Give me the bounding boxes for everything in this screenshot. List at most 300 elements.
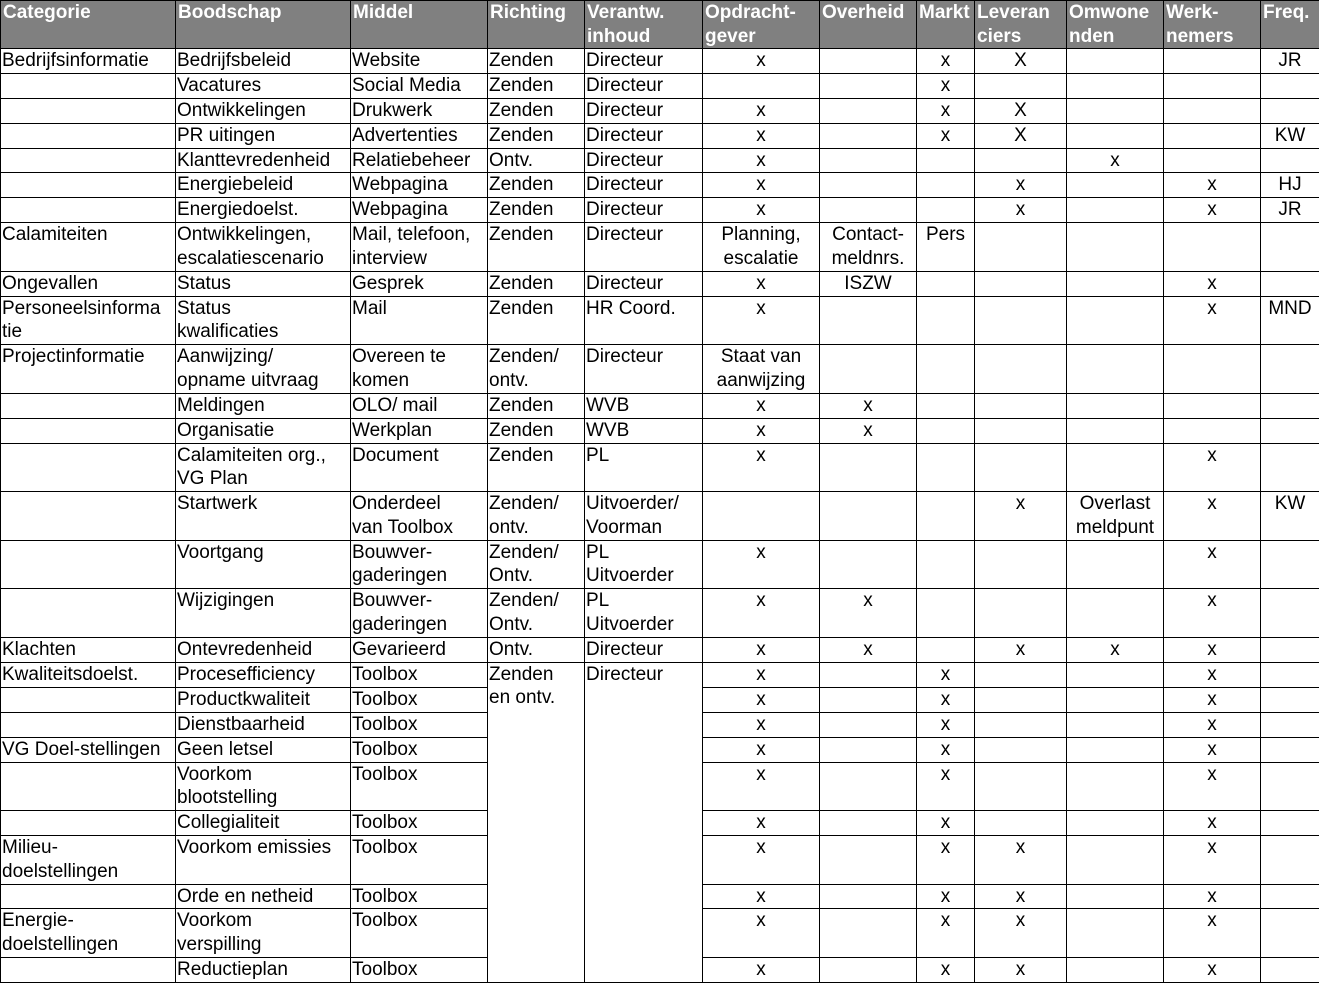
cell-mkt: x xyxy=(917,98,975,123)
cell-omw: Overlast meldpunt xyxy=(1067,492,1164,541)
cell-opd: x xyxy=(703,958,820,983)
cell-wrk: x xyxy=(1164,443,1261,492)
cell-bood: Vacatures xyxy=(176,73,351,98)
cell-mkt: x xyxy=(917,687,975,712)
cell-cat: Calamiteiten xyxy=(1,223,176,272)
cell-mkt: x xyxy=(917,123,975,148)
table-row xyxy=(1,296,1319,345)
cell-omw xyxy=(1067,909,1164,958)
cell-ovh xyxy=(820,737,917,762)
cell-mkt xyxy=(917,296,975,345)
cell-wrk xyxy=(1164,98,1261,123)
cell-lev xyxy=(975,737,1067,762)
cell-ver: Directeur xyxy=(585,49,703,74)
table-row xyxy=(1,638,1319,663)
cell-lev xyxy=(975,418,1067,443)
cell-opd: Staat van aanwijzing xyxy=(703,345,820,394)
header-row xyxy=(1,1,1319,49)
cell-rich: Ontv. xyxy=(488,638,585,663)
cell-lev xyxy=(975,762,1067,811)
cell-mkt: x xyxy=(917,737,975,762)
cell-mkt: x xyxy=(917,712,975,737)
cell-lev xyxy=(975,271,1067,296)
cell-frq xyxy=(1261,712,1319,737)
cell-lev: x xyxy=(975,638,1067,663)
cell-ovh xyxy=(820,540,917,589)
table-row xyxy=(1,345,1319,394)
cell-omw xyxy=(1067,589,1164,638)
cell-mkt xyxy=(917,148,975,173)
cell-frq xyxy=(1261,589,1319,638)
cell-cat xyxy=(1,811,176,836)
cell-ovh xyxy=(820,958,917,983)
cell-frq xyxy=(1261,418,1319,443)
cell-omw xyxy=(1067,271,1164,296)
cell-ver: Directeur xyxy=(585,662,703,982)
cell-wrk: x xyxy=(1164,662,1261,687)
cell-cat: VG Doel-stellingen xyxy=(1,737,176,762)
cell-lev: X xyxy=(975,49,1067,74)
cell-ovh: Contact- meldnrs. xyxy=(820,223,917,272)
cell-wrk: x xyxy=(1164,198,1261,223)
cell-mid: Toolbox xyxy=(351,662,488,687)
cell-rich: Zenden xyxy=(488,393,585,418)
cell-ver: Directeur xyxy=(585,148,703,173)
cell-mid: Toolbox xyxy=(351,958,488,983)
cell-ver: Uitvoerder/ Voorman xyxy=(585,492,703,541)
cell-mkt xyxy=(917,443,975,492)
cell-ovh xyxy=(820,811,917,836)
cell-rich: Zenden xyxy=(488,418,585,443)
cell-cat: Energie- doelstellingen xyxy=(1,909,176,958)
col-werknemers-header: Werk- nemers xyxy=(1164,1,1261,49)
cell-wrk: x xyxy=(1164,492,1261,541)
cell-rich: Zenden xyxy=(488,173,585,198)
cell-lev: x xyxy=(975,836,1067,885)
cell-rich: Zenden xyxy=(488,296,585,345)
cell-mid: Website xyxy=(351,49,488,74)
cell-omw xyxy=(1067,662,1164,687)
cell-ovh xyxy=(820,762,917,811)
cell-mid: Toolbox xyxy=(351,762,488,811)
cell-rich: Ontv. xyxy=(488,148,585,173)
cell-mid: Toolbox xyxy=(351,687,488,712)
cell-cat xyxy=(1,123,176,148)
cell-omw xyxy=(1067,418,1164,443)
cell-ver: Directeur xyxy=(585,73,703,98)
col-richting-header: Richting xyxy=(488,1,585,49)
cell-lev xyxy=(975,443,1067,492)
cell-frq xyxy=(1261,737,1319,762)
cell-omw xyxy=(1067,345,1164,394)
cell-omw xyxy=(1067,296,1164,345)
col-verantw-inhoud-header: Verantw. inhoud xyxy=(585,1,703,49)
cell-ovh xyxy=(820,443,917,492)
cell-opd: x xyxy=(703,909,820,958)
cell-bood: Ontwikkelingen xyxy=(176,98,351,123)
cell-mkt: x xyxy=(917,958,975,983)
cell-opd: x xyxy=(703,638,820,663)
table-row xyxy=(1,540,1319,589)
cell-ovh xyxy=(820,909,917,958)
cell-cat xyxy=(1,98,176,123)
cell-wrk: x xyxy=(1164,958,1261,983)
cell-ovh xyxy=(820,98,917,123)
cell-omw xyxy=(1067,811,1164,836)
cell-lev xyxy=(975,296,1067,345)
cell-mid: Onderdeel van Toolbox xyxy=(351,492,488,541)
cell-ovh xyxy=(820,49,917,74)
cell-ovh: x xyxy=(820,589,917,638)
cell-frq xyxy=(1261,638,1319,663)
cell-mid: Webpagina xyxy=(351,198,488,223)
cell-mid: Toolbox xyxy=(351,909,488,958)
cell-frq xyxy=(1261,836,1319,885)
cell-omw xyxy=(1067,98,1164,123)
cell-frq xyxy=(1261,393,1319,418)
cell-wrk: x xyxy=(1164,712,1261,737)
cell-mkt: x xyxy=(917,811,975,836)
cell-mid: Advertenties xyxy=(351,123,488,148)
cell-opd: x xyxy=(703,687,820,712)
cell-bood: Meldingen xyxy=(176,393,351,418)
cell-mkt: x xyxy=(917,662,975,687)
cell-ver: Directeur xyxy=(585,198,703,223)
cell-ovh xyxy=(820,198,917,223)
cell-rich: Zenden en ontv. xyxy=(488,662,585,982)
cell-opd: x xyxy=(703,49,820,74)
cell-wrk: x xyxy=(1164,173,1261,198)
cell-mkt xyxy=(917,540,975,589)
cell-mkt: x xyxy=(917,762,975,811)
cell-mkt xyxy=(917,271,975,296)
table-row xyxy=(1,49,1319,74)
cell-ovh: x xyxy=(820,393,917,418)
cell-mid: Toolbox xyxy=(351,836,488,885)
cell-cat: Klachten xyxy=(1,638,176,663)
cell-opd: x xyxy=(703,662,820,687)
cell-mkt xyxy=(917,418,975,443)
cell-lev xyxy=(975,712,1067,737)
cell-cat xyxy=(1,73,176,98)
cell-cat: Ongevallen xyxy=(1,271,176,296)
cell-bood: Wijzigingen xyxy=(176,589,351,638)
cell-opd: x xyxy=(703,271,820,296)
cell-cat xyxy=(1,762,176,811)
table-row xyxy=(1,492,1319,541)
cell-omw xyxy=(1067,540,1164,589)
cell-mid: OLO/ mail xyxy=(351,393,488,418)
cell-ovh xyxy=(820,123,917,148)
cell-ver: WVB xyxy=(585,418,703,443)
col-opdrachtgever-header: Opdracht- gever xyxy=(703,1,820,49)
cell-cat xyxy=(1,198,176,223)
cell-opd: x xyxy=(703,98,820,123)
cell-wrk: x xyxy=(1164,737,1261,762)
cell-wrk: x xyxy=(1164,540,1261,589)
cell-omw xyxy=(1067,198,1164,223)
col-categorie-header: Categorie xyxy=(1,1,176,49)
col-boodschap-header: Boodschap xyxy=(176,1,351,49)
cell-cat: Projectinformatie xyxy=(1,345,176,394)
cell-frq xyxy=(1261,271,1319,296)
cell-mid: Bouwver- gaderingen xyxy=(351,540,488,589)
cell-rich: Zenden xyxy=(488,49,585,74)
cell-mkt xyxy=(917,638,975,663)
cell-bood: Status kwalificaties xyxy=(176,296,351,345)
cell-rich: Zenden xyxy=(488,73,585,98)
cell-opd: x xyxy=(703,198,820,223)
cell-frq xyxy=(1261,687,1319,712)
cell-ver: Directeur xyxy=(585,223,703,272)
cell-cat: Bedrijfsinformatie xyxy=(1,49,176,74)
cell-rich: Zenden xyxy=(488,123,585,148)
cell-ver: Directeur xyxy=(585,173,703,198)
cell-mid: Mail xyxy=(351,296,488,345)
cell-frq xyxy=(1261,762,1319,811)
cell-ver: Directeur xyxy=(585,271,703,296)
cell-omw xyxy=(1067,123,1164,148)
cell-ovh: x xyxy=(820,638,917,663)
cell-omw: x xyxy=(1067,148,1164,173)
cell-mid: Gevarieerd xyxy=(351,638,488,663)
cell-mkt xyxy=(917,589,975,638)
cell-mkt xyxy=(917,198,975,223)
table-row xyxy=(1,98,1319,123)
cell-opd xyxy=(703,492,820,541)
cell-wrk xyxy=(1164,345,1261,394)
cell-cat xyxy=(1,418,176,443)
cell-mid: Drukwerk xyxy=(351,98,488,123)
cell-opd: Planning, escalatie xyxy=(703,223,820,272)
cell-ovh xyxy=(820,687,917,712)
cell-mkt: x xyxy=(917,49,975,74)
cell-bood: Collegialiteit xyxy=(176,811,351,836)
cell-ovh xyxy=(820,662,917,687)
cell-mid: Relatiebeheer xyxy=(351,148,488,173)
cell-mkt xyxy=(917,345,975,394)
cell-omw: x xyxy=(1067,638,1164,663)
cell-opd: x xyxy=(703,762,820,811)
cell-frq: HJ xyxy=(1261,173,1319,198)
cell-wrk xyxy=(1164,49,1261,74)
cell-omw xyxy=(1067,884,1164,909)
cell-lev: x xyxy=(975,909,1067,958)
cell-wrk: x xyxy=(1164,811,1261,836)
cell-ovh xyxy=(820,296,917,345)
cell-omw xyxy=(1067,173,1164,198)
cell-lev xyxy=(975,662,1067,687)
cell-cat xyxy=(1,712,176,737)
cell-ovh xyxy=(820,884,917,909)
table-row xyxy=(1,662,1319,687)
cell-bood: Calamiteiten org., VG Plan xyxy=(176,443,351,492)
cell-ver: HR Coord. xyxy=(585,296,703,345)
cell-ovh xyxy=(820,492,917,541)
cell-lev: X xyxy=(975,98,1067,123)
cell-bood: Energiedoelst. xyxy=(176,198,351,223)
cell-cat xyxy=(1,173,176,198)
cell-mid: Toolbox xyxy=(351,884,488,909)
cell-cat xyxy=(1,492,176,541)
table-row xyxy=(1,198,1319,223)
cell-frq xyxy=(1261,345,1319,394)
cell-bood: PR uitingen xyxy=(176,123,351,148)
cell-rich: Zenden xyxy=(488,98,585,123)
cell-opd: x xyxy=(703,393,820,418)
cell-bood: Ontwikkelingen, escalatiescenario xyxy=(176,223,351,272)
cell-mid: Werkplan xyxy=(351,418,488,443)
cell-cat: Milieu- doelstellingen xyxy=(1,836,176,885)
cell-cat: Kwaliteitsdoelst. xyxy=(1,662,176,687)
cell-mid: Overeen te komen xyxy=(351,345,488,394)
cell-omw xyxy=(1067,687,1164,712)
cell-frq xyxy=(1261,958,1319,983)
cell-bood: Geen letsel xyxy=(176,737,351,762)
cell-ovh xyxy=(820,712,917,737)
cell-frq: JR xyxy=(1261,198,1319,223)
cell-opd: x xyxy=(703,737,820,762)
cell-ovh xyxy=(820,73,917,98)
cell-opd: x xyxy=(703,443,820,492)
cell-wrk: x xyxy=(1164,836,1261,885)
cell-omw xyxy=(1067,762,1164,811)
cell-omw xyxy=(1067,73,1164,98)
cell-bood: Productkwaliteit xyxy=(176,687,351,712)
cell-mid: Toolbox xyxy=(351,737,488,762)
cell-wrk: x xyxy=(1164,909,1261,958)
cell-wrk: x xyxy=(1164,687,1261,712)
cell-bood: Energiebeleid xyxy=(176,173,351,198)
cell-ovh xyxy=(820,148,917,173)
cell-frq: MND xyxy=(1261,296,1319,345)
cell-omw xyxy=(1067,836,1164,885)
table-row xyxy=(1,589,1319,638)
cell-mkt xyxy=(917,393,975,418)
cell-mid: Toolbox xyxy=(351,712,488,737)
cell-cat xyxy=(1,148,176,173)
cell-lev xyxy=(975,393,1067,418)
cell-cat xyxy=(1,589,176,638)
cell-omw xyxy=(1067,737,1164,762)
cell-cat xyxy=(1,443,176,492)
table-row xyxy=(1,443,1319,492)
cell-bood: Status xyxy=(176,271,351,296)
table-body xyxy=(1,49,1319,983)
cell-ovh: x xyxy=(820,418,917,443)
cell-wrk xyxy=(1164,73,1261,98)
cell-rich: Zenden xyxy=(488,198,585,223)
cell-lev: x xyxy=(975,958,1067,983)
cell-frq xyxy=(1261,662,1319,687)
cell-lev: x xyxy=(975,492,1067,541)
cell-mkt xyxy=(917,492,975,541)
cell-lev: x xyxy=(975,884,1067,909)
cell-rich: Zenden/ Ontv. xyxy=(488,589,585,638)
col-overheid-header: Overheid xyxy=(820,1,917,49)
cell-bood: Klanttevredenheid xyxy=(176,148,351,173)
cell-wrk xyxy=(1164,148,1261,173)
cell-mid: Document xyxy=(351,443,488,492)
cell-lev: x xyxy=(975,198,1067,223)
cell-ovh xyxy=(820,345,917,394)
cell-ovh xyxy=(820,836,917,885)
cell-omw xyxy=(1067,393,1164,418)
cell-bood: Voortgang xyxy=(176,540,351,589)
cell-wrk xyxy=(1164,223,1261,272)
cell-bood: Ontevredenheid xyxy=(176,638,351,663)
cell-bood: Voorkom blootstelling xyxy=(176,762,351,811)
col-middel-header: Middel xyxy=(351,1,488,49)
cell-lev xyxy=(975,345,1067,394)
cell-rich: Zenden/ ontv. xyxy=(488,492,585,541)
cell-wrk: x xyxy=(1164,884,1261,909)
table-row xyxy=(1,271,1319,296)
col-leveranciers-header: Leveran ciers xyxy=(975,1,1067,49)
cell-bood: Reductieplan xyxy=(176,958,351,983)
cell-opd: x xyxy=(703,589,820,638)
cell-bood: Voorkom verspilling xyxy=(176,909,351,958)
cell-mkt xyxy=(917,173,975,198)
cell-opd: x xyxy=(703,836,820,885)
cell-opd: x xyxy=(703,712,820,737)
cell-opd: x xyxy=(703,540,820,589)
cell-mid: Mail, telefoon, interview xyxy=(351,223,488,272)
cell-frq xyxy=(1261,909,1319,958)
cell-mid: Social Media xyxy=(351,73,488,98)
table-row xyxy=(1,148,1319,173)
cell-frq xyxy=(1261,443,1319,492)
cell-mid: Bouwver- gaderingen xyxy=(351,589,488,638)
cell-mid: Toolbox xyxy=(351,811,488,836)
cell-wrk: x xyxy=(1164,271,1261,296)
cell-lev xyxy=(975,589,1067,638)
cell-wrk: x xyxy=(1164,762,1261,811)
cell-opd: x xyxy=(703,418,820,443)
cell-mkt: Pers xyxy=(917,223,975,272)
cell-mkt: x xyxy=(917,73,975,98)
cell-frq xyxy=(1261,148,1319,173)
cell-lev: x xyxy=(975,173,1067,198)
cell-opd: x xyxy=(703,148,820,173)
cell-ver: WVB xyxy=(585,393,703,418)
cell-ver: PL xyxy=(585,443,703,492)
cell-frq xyxy=(1261,811,1319,836)
cell-lev xyxy=(975,540,1067,589)
cell-bood: Aanwijzing/ opname uitvraag xyxy=(176,345,351,394)
cell-bood: Organisatie xyxy=(176,418,351,443)
cell-wrk: x xyxy=(1164,589,1261,638)
cell-rich: Zenden/ Ontv. xyxy=(488,540,585,589)
cell-lev xyxy=(975,148,1067,173)
table-row xyxy=(1,223,1319,272)
cell-wrk xyxy=(1164,418,1261,443)
table-row xyxy=(1,73,1319,98)
cell-ver: Directeur xyxy=(585,345,703,394)
cell-omw xyxy=(1067,49,1164,74)
cell-mid: Gesprek xyxy=(351,271,488,296)
cell-cat xyxy=(1,884,176,909)
cell-omw xyxy=(1067,958,1164,983)
cell-opd: x xyxy=(703,173,820,198)
cell-omw xyxy=(1067,712,1164,737)
cell-bood: Dienstbaarheid xyxy=(176,712,351,737)
cell-opd: x xyxy=(703,296,820,345)
cell-wrk xyxy=(1164,123,1261,148)
cell-frq: KW xyxy=(1261,492,1319,541)
cell-bood: Startwerk xyxy=(176,492,351,541)
cell-frq xyxy=(1261,223,1319,272)
